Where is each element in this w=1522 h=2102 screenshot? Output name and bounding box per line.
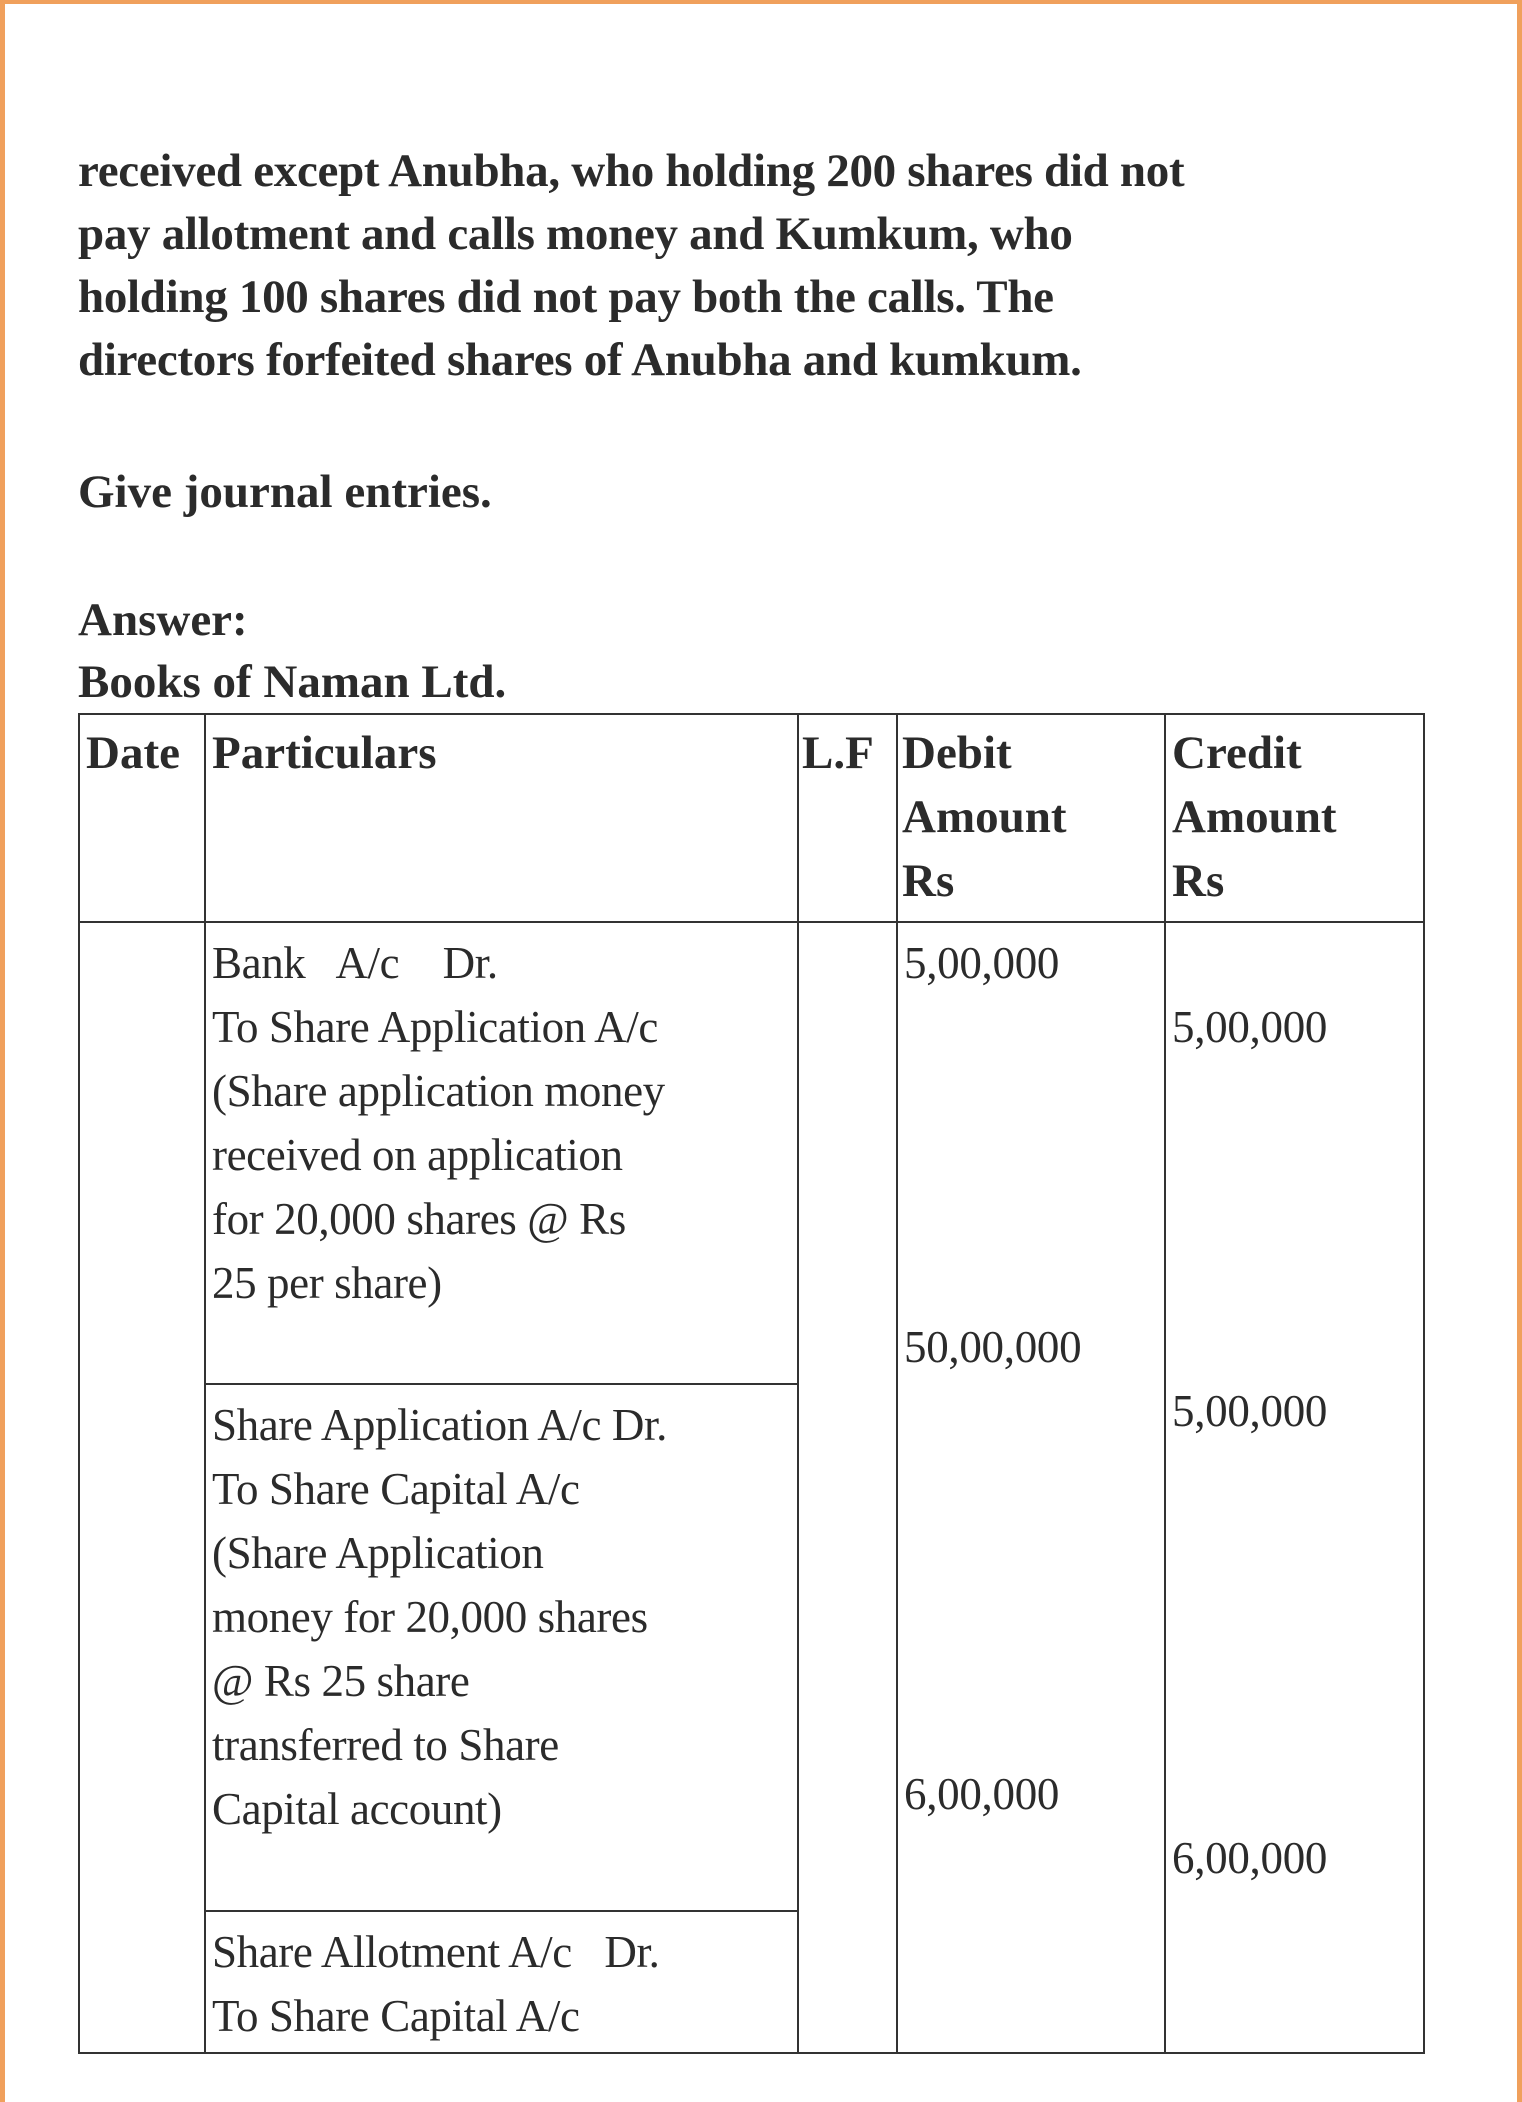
particular-line: To Share Application A/c xyxy=(212,1002,658,1052)
header-debit xyxy=(902,721,1067,913)
particular-line: Bank A/c Dr. xyxy=(212,938,498,988)
particular-line: (Share application money xyxy=(212,1066,665,1116)
header-credit-line: Rs xyxy=(1172,855,1225,907)
particular-line: received on application xyxy=(212,1130,623,1180)
header-debit-line: Rs xyxy=(902,855,955,907)
header-bottom-border xyxy=(78,921,1425,923)
header-particulars xyxy=(212,721,437,785)
col-border-debit xyxy=(1164,713,1166,2054)
col-border-left xyxy=(78,713,80,2054)
question-line: directors forfeited shares of Anubha and kumkum. xyxy=(78,334,1082,386)
entry-1-particulars xyxy=(212,931,665,1315)
header-debit-line: Debit xyxy=(902,727,1012,779)
table-top-border xyxy=(78,713,1425,715)
question-line: received except Anubha, who holding 200 shares did not xyxy=(78,145,1185,197)
header-date xyxy=(86,721,180,785)
col-border-lf xyxy=(896,713,898,2054)
header-credit-line: Amount xyxy=(1172,791,1337,843)
question-line: holding 100 shares did not pay both the calls. The xyxy=(78,271,1054,323)
header-lf xyxy=(802,721,874,785)
entry-1-debit: 5,00,000 xyxy=(904,938,1060,988)
particular-line: @ Rs 25 share xyxy=(212,1656,470,1706)
particular-line: 25 per share) xyxy=(212,1258,442,1308)
debit-amount-mid-1: 50,00,000 xyxy=(904,1322,1082,1372)
books-title: Books of Naman Ltd. xyxy=(78,656,507,708)
header-lf-label: L.F xyxy=(802,727,874,779)
entry-2-particulars xyxy=(212,1393,667,1841)
col-border-right xyxy=(1423,713,1425,2054)
header-debit-line: Amount xyxy=(902,791,1067,843)
particular-line: money for 20,000 shares xyxy=(212,1592,648,1642)
particular-line: To Share Capital A/c xyxy=(212,1991,580,2041)
question-line: pay allotment and calls money and Kumkum, who xyxy=(78,208,1073,260)
entry-separator xyxy=(204,1910,799,1912)
particular-line: Share Allotment A/c Dr. xyxy=(212,1927,660,1977)
credit-amount-mid-2: 6,00,000 xyxy=(1172,1833,1328,1883)
answer-label: Answer: xyxy=(78,594,248,646)
header-date-label: Date xyxy=(86,727,180,779)
instruction-text: Give journal entries. xyxy=(78,466,492,518)
particular-line: for 20,000 shares @ Rs xyxy=(212,1194,626,1244)
entry-3-particulars xyxy=(212,1920,659,2048)
particular-line: Share Application A/c Dr. xyxy=(212,1400,667,1450)
entry-separator xyxy=(204,1383,799,1385)
particular-line: (Share Application xyxy=(212,1528,544,1578)
credit-amount-mid-1: 5,00,000 xyxy=(1172,1386,1328,1436)
header-credit-line: Credit xyxy=(1172,727,1302,779)
journal-table xyxy=(78,713,1425,2054)
particular-line: transferred to Share xyxy=(212,1720,559,1770)
particular-line: Capital account) xyxy=(212,1784,502,1834)
header-credit xyxy=(1172,721,1337,913)
debit-amount-mid-2: 6,00,000 xyxy=(904,1769,1060,1819)
table-bottom-border xyxy=(78,2052,1425,2054)
question-text xyxy=(78,140,1458,392)
entry-1-credit: 5,00,000 xyxy=(1172,1002,1328,1052)
particular-line: To Share Capital A/c xyxy=(212,1464,580,1514)
header-particulars-label: Particulars xyxy=(212,727,437,779)
